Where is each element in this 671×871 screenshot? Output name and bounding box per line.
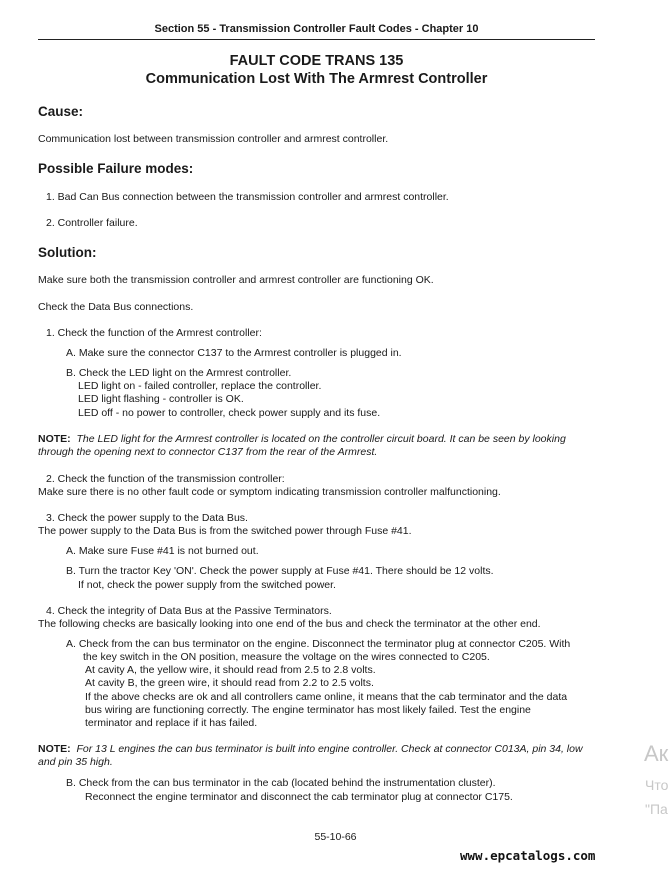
fault-code-title <box>38 52 595 88</box>
step-1a: A. Make sure the connector C137 to the Armrest controller is plugged in. <box>66 347 402 359</box>
note-label: NOTE: <box>38 433 71 445</box>
step-4a-line: At cavity B, the green wire, it should read from 2.2 to 2.5 volts. <box>85 677 374 689</box>
note-text: For 13 L engines the can bus terminator is built into engine controller. Check at connector C013A, pin 34, low and pin 35 high. <box>38 743 583 769</box>
watermark-text: Ак <box>644 741 669 766</box>
step-4-text: The following checks are basically looking into one end of the bus and check the terminator at the other end. <box>38 618 541 630</box>
step-1b-line: LED light on - failed controller, replace the controller. <box>78 380 322 392</box>
solution-heading: Solution: <box>38 245 97 260</box>
step-2: 2. Check the function of the transmission controller: <box>46 473 285 485</box>
step-3b-line: If not, check the power supply from the switched power. <box>78 579 336 591</box>
fault-code-title-line1: FAULT CODE TRANS 135 <box>229 53 404 69</box>
cause-text: Communication lost between transmission controller and armrest controller. <box>38 133 389 145</box>
step-3a: A. Make sure Fuse #41 is not burned out. <box>66 545 259 557</box>
step-4b-line: B. Check from the can bus terminator in the cab (located behind the instrumentation cluster). <box>66 777 496 789</box>
step-4a-line: At cavity A, the yellow wire, it should read from 2.5 to 2.8 volts. <box>85 664 376 676</box>
solution-paragraph: Make sure both the transmission controller and armrest controller are functioning OK. <box>38 274 434 286</box>
step-3: 3. Check the power supply to the Data Bus. <box>46 512 248 524</box>
step-4a-line: terminator and replace if it has failed. <box>85 717 258 729</box>
step-1b-line: LED off - no power to controller, check power supply and its fuse. <box>78 407 381 419</box>
failure-mode-item: 1. Bad Can Bus connection between the transmission controller and armrest controller. <box>46 191 449 203</box>
note-text: The LED light for the Armrest controller is located on the controller circuit board. It can be seen by looking through the opening next to connector C137 from the rear of the Armrest. <box>38 433 566 459</box>
cause-heading: Cause: <box>38 104 84 119</box>
step-4b-line: Reconnect the engine terminator and disconnect the cab terminator plug at connector C175. <box>85 791 513 803</box>
solution-paragraph: Check the Data Bus connections. <box>38 301 194 313</box>
step-4a-line: bus wiring are functioning correctly. The engine terminator has most likely failed. Test the engine <box>85 704 531 716</box>
note-led-location <box>38 433 600 460</box>
step-4a-line: the key switch in the ON position, measure the voltage on the wires connected to C205. <box>83 651 490 663</box>
watermark-text: "Па <box>645 801 668 817</box>
step-4a-line: If the above checks are ok and all controllers came online, it means that the cab terminator and the data <box>85 691 568 703</box>
note-label: NOTE: <box>38 743 71 755</box>
step-3b-line: B. Turn the tractor Key 'ON'. Check the power supply at Fuse #41. There should be 12 volts. <box>66 565 494 577</box>
step-4a-line: A. Check from the can bus terminator on the engine. Disconnect the terminator plug at connector C205. With <box>66 638 571 650</box>
failure-modes-heading: Possible Failure modes: <box>38 161 194 176</box>
failure-mode-item: 2. Controller failure. <box>46 217 138 229</box>
step-1b-line: B. Check the LED light on the Armrest controller. <box>66 367 292 379</box>
note-13l-engines <box>38 743 600 770</box>
watermark-text: Что <box>645 777 669 793</box>
fault-code-title-line2: Communication Lost With The Armrest Controller <box>145 71 488 87</box>
section-header: Section 55 - Transmission Controller Fault Codes - Chapter 10 <box>38 23 595 40</box>
website-watermark: www.epcatalogs.com <box>460 848 596 863</box>
step-2-text: Make sure there is no other fault code or symptom indicating transmission controller malfunctioning. <box>38 486 501 498</box>
step-4: 4. Check the integrity of Data Bus at the Passive Terminators. <box>46 605 332 617</box>
step-1b-line: LED light flashing - controller is OK. <box>78 393 244 405</box>
page-number: 55-10-66 <box>314 831 357 843</box>
step-3-text: The power supply to the Data Bus is from the switched power through Fuse #41. <box>38 525 412 537</box>
step-1: 1. Check the function of the Armrest controller: <box>46 327 262 339</box>
